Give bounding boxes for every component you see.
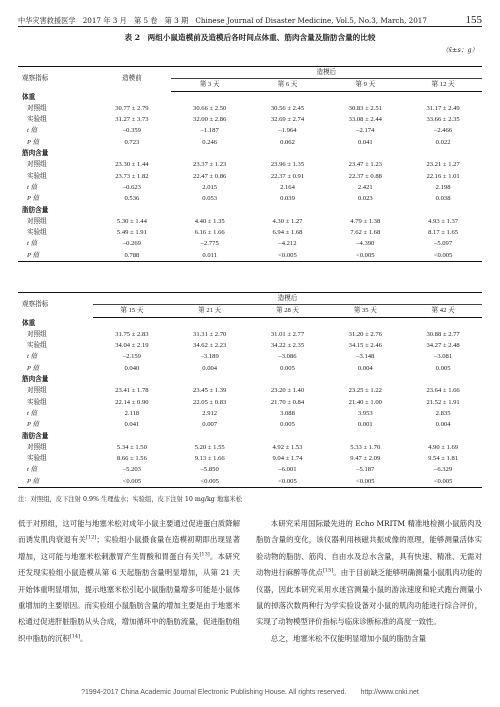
table-cell: 30.66 ± 2.50 — [193, 104, 227, 112]
table-row — [18, 329, 482, 340]
row-label: P 值 — [27, 195, 40, 203]
table-cell: 31.01 ± 2.77 — [270, 330, 305, 338]
section-row — [18, 148, 482, 159]
table-cell: 0.005 — [280, 421, 295, 429]
table-cell: 31.27 ± 3.73 — [115, 116, 149, 124]
table-cell: 21.40 ± 1.00 — [348, 398, 382, 406]
table-cell: 0.039 — [280, 195, 295, 203]
table-cell: 31.31 ± 2.70 — [193, 330, 227, 338]
table-cell: 0.041 — [357, 138, 373, 146]
table-cell: 33.08 ± 2.44 — [348, 116, 382, 124]
section-label: 筋肉含量 — [22, 376, 49, 384]
row-label: t 值 — [27, 409, 38, 417]
table-cell: 9.54 ± 1.81 — [428, 455, 459, 463]
table-cell: 34.62 ± 2.23 — [193, 342, 227, 350]
row-label: 实验组 — [27, 342, 47, 350]
section-label: 体重 — [22, 319, 36, 327]
section-label: 脂肪含量 — [22, 432, 49, 440]
column-header: 第 12 天 — [404, 79, 482, 91]
table-cell: 22.37 ± 0.88 — [348, 172, 382, 180]
table-cell: 4.92 ± 1.53 — [272, 443, 303, 451]
table-cell: 30.88 ± 2.77 — [426, 330, 460, 338]
table-cell: 34.22 ± 2.35 — [270, 342, 305, 350]
table-cell: –3.086 — [278, 353, 297, 361]
table-cell: 8.17 ± 1.65 — [428, 229, 459, 237]
body-text-right-column — [256, 516, 482, 647]
row-label: 对照组 — [27, 387, 47, 395]
table-row — [18, 408, 482, 419]
paragraph: 本研究采用国际最先进的 Echo MRITM 精准地检测小鼠筋肉及脂肪含量的变化，该仪器利用核磁共振成像的原理，能够测量活体实验动物的脂肪、筋肉、自由水及总水含量，具有快速、精准、无需对动物进行麻醉等优点[15]。由于目前缺乏能够明确测量小鼠肌肉功能的仪器，因此本研究采用水迷宫测量小鼠的游泳速度和轮式跑台测量小鼠的掉落次数两种行为学实验设备对小鼠的肌肉功能进行综合评价，实现了动物模型评价指标与临床诊断标准的高度一致性。 — [256, 519, 482, 627]
table-row — [18, 464, 482, 475]
table-cell: 2.164 — [280, 183, 295, 191]
table-cell: 2.015 — [202, 183, 218, 191]
table-cell: 3.953 — [357, 409, 373, 417]
journal-citation: 中华灾害救援医学 2017 年 3 月 第 5 卷 第 3 期 Chinese Journal of Disaster Medicine, Vol.5, No.3, March, 2017 — [18, 16, 427, 25]
table-cell: –3.081 — [434, 353, 453, 361]
table-cell: 0.004 — [202, 364, 218, 372]
table-cell: –5.187 — [356, 466, 375, 474]
table-cell: 5.33 ± 1.70 — [350, 443, 381, 451]
row-label: 对照组 — [27, 443, 47, 451]
row-label: 实验组 — [27, 229, 47, 237]
table-cell: –2.466 — [434, 127, 453, 135]
table-cell: 23.37 ± 1.23 — [193, 161, 227, 169]
table-cell: <0.005 — [326, 476, 404, 488]
table-cell: 0.005 — [280, 364, 295, 372]
table-cell: 21.52 ± 1.91 — [426, 398, 460, 406]
row-label: 对照组 — [27, 161, 47, 169]
table-cell: 0.004 — [435, 421, 451, 429]
row-label: t 值 — [27, 353, 38, 361]
page-number: 155 — [465, 14, 482, 26]
table-cell: 4.40 ± 1.35 — [194, 217, 225, 225]
table-cell: 0.004 — [357, 364, 373, 372]
table-cell: 34.27 ± 2.48 — [426, 342, 460, 350]
table-cell: <0.005 — [171, 476, 249, 488]
table-cell: –3.148 — [356, 353, 375, 361]
citation: [13] — [199, 551, 210, 558]
table-cell: 0.022 — [435, 138, 451, 146]
table-cell: 23.47 ± 1.23 — [348, 161, 382, 169]
data-table-part-1 — [18, 66, 482, 262]
table-cell: 4.79 ± 1.38 — [350, 217, 381, 225]
table-row — [18, 340, 482, 351]
table-cell: –1.964 — [278, 127, 297, 135]
table-cell: –3.189 — [200, 353, 219, 361]
table-row — [18, 216, 482, 227]
table-cell: 2.118 — [124, 409, 140, 417]
section-row — [18, 317, 482, 329]
table-cell: 0.038 — [435, 195, 451, 203]
table-cell: <0.005 — [326, 250, 404, 262]
table-cell: 9.13 ± 1.66 — [194, 455, 225, 463]
column-header: 第 42 天 — [404, 305, 482, 317]
table-cell: 0.788 — [93, 250, 171, 262]
section-label: 筋肉含量 — [22, 150, 49, 158]
row-label: P 值 — [18, 250, 93, 262]
row-label: P 值 — [27, 421, 40, 429]
table-row — [18, 363, 482, 374]
table-cell: <0.005 — [249, 476, 327, 488]
table-cell: <0.005 — [249, 250, 327, 262]
table-cell: 34.15 ± 2.46 — [348, 342, 382, 350]
row-label: 实验组 — [27, 398, 47, 406]
table-cell: 9.47 ± 2.09 — [350, 455, 381, 463]
table-cell: 31.75 ± 2.83 — [115, 330, 149, 338]
table-cell: –4.212 — [278, 240, 297, 248]
table-cell: 2.198 — [435, 183, 451, 191]
table-cell: 3.088 — [280, 409, 295, 417]
table-cell: –0.623 — [122, 183, 141, 191]
citation: [12] — [86, 534, 97, 541]
copyright-footer: ?1994-2017 China Academic Journal Electronic Publishing House. All rights reserved. http://www.cnki.net — [81, 689, 419, 696]
row-label: 对照组 — [27, 330, 47, 338]
table-cell: –1.187 — [200, 127, 219, 135]
table-cell: 0.040 — [124, 364, 140, 372]
table-row — [18, 182, 482, 193]
post-model-header: 造模后 — [93, 293, 482, 305]
table-cell: 0.246 — [202, 138, 218, 146]
table-cell: 5.20 ± 1.55 — [194, 443, 225, 451]
section-row — [18, 431, 482, 442]
column-header: 第 28 天 — [249, 305, 327, 317]
table-cell: 23.45 ± 1.39 — [193, 387, 227, 395]
table-cell: 23.25 ± 1.22 — [348, 387, 382, 395]
table-cell: –2.159 — [122, 353, 141, 361]
table-caption: 表 2 两组小鼠造模前及造模后各时间点体重、筋肉含量及脂肪含量的比较 — [124, 33, 376, 42]
section-row — [18, 205, 482, 216]
table-row — [18, 238, 482, 249]
table-cell: 22.14 ± 0.90 — [115, 398, 149, 406]
section-row — [18, 374, 482, 385]
column-header: 第 35 天 — [326, 305, 404, 317]
table-cell: 0.001 — [357, 421, 373, 429]
index-header: 观察指标 — [18, 293, 93, 318]
table-cell: 0.023 — [357, 195, 373, 203]
table-cell: 0.536 — [124, 195, 140, 203]
table-row — [18, 125, 482, 136]
table-cell: 30.77 ± 2.79 — [115, 104, 149, 112]
table-row — [18, 103, 482, 114]
table-cell: 23.20 ± 1.40 — [270, 387, 305, 395]
column-header: 第 21 天 — [171, 305, 249, 317]
row-label: P 值 — [27, 364, 40, 372]
table-row — [18, 114, 482, 125]
table-cell: 5.30 ± 1.44 — [116, 217, 147, 225]
table-cell: 23.96 ± 1.35 — [270, 161, 305, 169]
table-row — [18, 250, 482, 262]
table-cell: 30.83 ± 2.51 — [348, 104, 382, 112]
body-text-left-column — [18, 516, 240, 647]
row-label: 实验组 — [27, 116, 47, 124]
column-header: 第 9 天 — [326, 79, 404, 91]
table-cell: 0.011 — [171, 250, 249, 262]
table-row — [18, 171, 482, 182]
table-cell: <0.005 — [404, 476, 482, 488]
table-cell: 9.04 ± 1.74 — [272, 455, 303, 463]
table-cell: –2.174 — [356, 127, 375, 135]
table-cell: 2.421 — [357, 183, 373, 191]
table-cell: 4.93 ± 1.37 — [428, 217, 459, 225]
table-cell: 4.90 ± 1.69 — [428, 443, 459, 451]
table-cell: 5.34 ± 1.50 — [116, 443, 147, 451]
table-cell: –5.850 — [200, 466, 219, 474]
table-cell: 2.912 — [202, 409, 218, 417]
table-row — [18, 419, 482, 430]
paragraph: 低于对照组，这可能与地塞米松对成年小鼠主要通过促进蛋白质降解而诱发肌肉衰退有关[12]；实验组小鼠摄食量在造模初期即出现显著增加，这可能与地塞米松刺激胃产生胃酸和胃蛋白有关[13]。本研究还发现实验组小鼠造模从第 6 天起脂肪含量明显增加，从第 21 天开始体重明显增加，提示地塞米松引起小鼠脂肪量增多可能是小鼠体重增加的主要原因。而实验组小鼠脂肪含量的增加主要是由于地塞米松通过促进肝脏脂肪从头合成，增加循环中的脂肪流量，促进脂肪组织中脂肪的沉积[14]。 — [18, 519, 240, 643]
table-row — [18, 351, 482, 362]
table-cell: 21.70 ± 0.84 — [270, 398, 305, 406]
table-cell: 34.04 ± 2.19 — [115, 342, 149, 350]
table-row — [18, 453, 482, 464]
column-header: 第 15 天 — [93, 305, 171, 317]
table-cell: –2.775 — [200, 240, 219, 248]
table-cell: 0.041 — [124, 421, 140, 429]
column-header: 第 6 天 — [249, 79, 327, 91]
table-cell: <0.005 — [404, 250, 482, 262]
row-label: t 值 — [27, 127, 38, 135]
row-label: 对照组 — [27, 217, 47, 225]
table-cell: <0.005 — [93, 476, 171, 488]
table-cell: 6.94 ± 1.68 — [272, 229, 303, 237]
table-cell: 6.16 ± 1.66 — [194, 229, 225, 237]
table-row — [18, 442, 482, 453]
table-cell: 30.56 ± 2.45 — [270, 104, 305, 112]
table-row — [18, 397, 482, 408]
index-header: 观察指标 — [18, 67, 93, 92]
paragraph: 总之，地塞米松不仅能明显增加小鼠的脂肪含量 — [270, 633, 427, 643]
section-label: 体重 — [22, 93, 36, 101]
table-cell: –5.097 — [434, 240, 453, 248]
table-cell: 31.17 ± 2.49 — [426, 104, 460, 112]
row-label: t 值 — [27, 240, 38, 248]
table-row — [18, 193, 482, 204]
section-label: 脂肪含量 — [22, 206, 49, 214]
table-cell: 0.053 — [202, 195, 218, 203]
data-table-part-2 — [18, 292, 482, 488]
table-cell: –0.269 — [122, 240, 141, 248]
table-cell: 0.005 — [435, 364, 451, 372]
table-cell: –4.390 — [356, 240, 375, 248]
table-cell: 23.30 ± 1.44 — [115, 161, 149, 169]
table-cell: 8.66 ± 1.56 — [116, 455, 147, 463]
table-note: 注：对照组，皮下注射 0.9% 生理盐水；实验组，皮下注射 10 mg/kg 地塞米松 — [18, 496, 243, 503]
post-model-header: 造模后 — [171, 67, 482, 79]
table-cell: 2.835 — [435, 409, 451, 417]
table-cell: 23.21 ± 1.27 — [426, 161, 460, 169]
table-cell: –6.001 — [278, 466, 297, 474]
table-cell: 32.69 ± 2.74 — [270, 116, 305, 124]
table-cell: –5.203 — [122, 466, 141, 474]
row-label: P 值 — [27, 138, 40, 146]
row-label: 实验组 — [27, 172, 47, 180]
table-cell: 0.062 — [280, 138, 295, 146]
table-cell: 4.30 ± 1.27 — [272, 217, 303, 225]
table-cell: 23.41 ± 1.78 — [115, 387, 149, 395]
table-cell: 0.007 — [202, 421, 218, 429]
table-cell: 31.20 ± 2.76 — [348, 330, 382, 338]
pre-model-header: 造模前 — [93, 67, 171, 92]
table-cell: 33.66 ± 2.35 — [426, 116, 460, 124]
row-label: 对照组 — [27, 104, 47, 112]
table-row — [18, 227, 482, 238]
table-cell: 22.05 ± 0.83 — [193, 398, 227, 406]
citation: [15] — [322, 567, 334, 574]
running-header — [18, 8, 482, 27]
table-row — [18, 159, 482, 170]
table-cell: 22.47 ± 0.86 — [193, 172, 227, 180]
column-header: 第 3 天 — [171, 79, 249, 91]
table-cell: 32.00 ± 2.86 — [193, 116, 227, 124]
table-cell: –6.329 — [434, 466, 453, 474]
table-unit: （x̄±s；g） — [441, 46, 478, 54]
table-cell: –0.359 — [122, 127, 141, 135]
row-label: P 值 — [18, 476, 93, 488]
citation: [14] — [69, 633, 81, 640]
section-row — [18, 91, 482, 103]
table-cell: 23.64 ± 1.66 — [426, 387, 460, 395]
table-cell: 5.49 ± 1.91 — [116, 229, 147, 237]
row-label: 实验组 — [27, 455, 47, 463]
table-row — [18, 137, 482, 148]
row-label: t 值 — [27, 466, 38, 474]
table-cell: 23.73 ± 1.82 — [115, 172, 149, 180]
row-label: t 值 — [27, 183, 38, 191]
table-cell: 22.37 ± 0.91 — [270, 172, 305, 180]
table-cell: 22.16 ± 1.01 — [426, 172, 460, 180]
table-row — [18, 476, 482, 488]
table-row — [18, 385, 482, 396]
table-cell: 7.62 ± 1.68 — [350, 229, 381, 237]
table-cell: 0.723 — [124, 138, 140, 146]
